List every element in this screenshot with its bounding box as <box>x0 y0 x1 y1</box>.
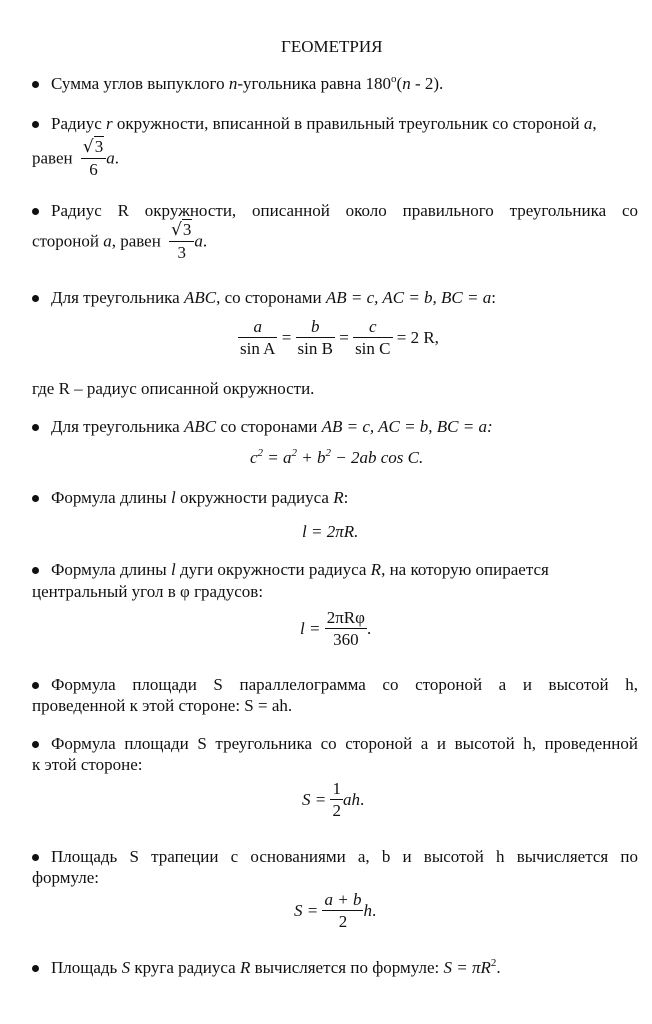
triangle-area-formula: S = $\frac{1}{2}$ ah. <box>302 779 365 820</box>
var-R: R <box>239 958 251 977</box>
fraction: $\frac{\text{2πRφ}}{360}$ <box>326 608 365 649</box>
bullet-icon <box>32 81 39 88</box>
trapezoid-line2: формуле: <box>32 868 100 887</box>
text: окружности радиуса <box>175 488 334 507</box>
text: . <box>114 148 119 168</box>
circumference-formula: l = 2πR. <box>302 522 359 541</box>
item-circumference <box>32 489 348 506</box>
text: дуги окружности радиуса <box>175 560 371 579</box>
var-S: S <box>121 958 131 977</box>
fraction: $\frac{√3}{6}$ <box>81 138 106 178</box>
text: . <box>496 958 501 977</box>
text: . <box>202 231 208 251</box>
item-law-of-sines <box>32 289 496 306</box>
text: : <box>491 288 496 307</box>
triangle-line2: к этой стороне: <box>32 755 143 774</box>
item-arc-length <box>32 561 549 578</box>
arc-length-formula: l = $\frac{\text{2πRφ}}{360}$ . <box>300 608 372 649</box>
item-law-of-cosines <box>32 418 493 435</box>
var-R: R <box>333 488 344 507</box>
item-trapezoid-area <box>32 848 638 865</box>
numerator: 3 <box>182 220 192 239</box>
text: Площадь S трапеции с основаниями a, b и высотой h вычисляется по <box>51 847 638 866</box>
text: Сумма углов выпуклого <box>51 74 229 93</box>
text: Формула площади S параллелограмма со стороной a и высотой h, <box>51 675 638 694</box>
page-title: ГЕОМЕТРИЯ <box>281 37 383 56</box>
item-circumscribed-radius <box>32 202 638 219</box>
text: Формула длины <box>51 488 171 507</box>
var-n: n <box>402 74 411 93</box>
var-n: n <box>228 74 238 93</box>
fraction: $\frac{a}{\text{sin A}}$ <box>240 317 276 358</box>
text: : <box>343 488 349 507</box>
var-r: r <box>106 114 113 133</box>
item-circle-area <box>32 959 501 976</box>
var-a: a <box>583 114 593 133</box>
text: равен <box>32 148 73 168</box>
bullet-icon <box>32 854 39 861</box>
text: , равен <box>111 231 161 251</box>
var-abc: ABC <box>183 288 217 307</box>
fraction: $\frac{c}{\text{sin C}}$ <box>355 317 391 358</box>
fraction: $\frac{a + b}{2}$ <box>324 890 362 931</box>
var-a: a <box>106 148 115 168</box>
text: со сторонами <box>216 417 322 436</box>
text: Формула длины <box>51 560 171 579</box>
var-a: a <box>194 231 203 251</box>
bullet-icon <box>32 965 39 972</box>
item-polygon-angles <box>32 75 443 92</box>
bullet-icon <box>32 121 39 128</box>
text: Для треугольника <box>51 417 184 436</box>
bullet-icon <box>32 424 39 431</box>
law-of-cosines-formula: $c^2 = a^2 + b^2 - 2ab$ cos C. <box>250 447 424 467</box>
text: , на которую опирается <box>381 560 549 579</box>
denominator: 6 <box>89 160 98 179</box>
text: Формула площади S треугольника со стороной a и высотой h, проведенной <box>51 734 638 753</box>
fraction: $\frac{b}{\text{sin B}}$ <box>297 317 333 358</box>
denominator: 3 <box>177 243 186 262</box>
degree-sup: o <box>391 73 397 85</box>
fraction: $\frac{√3}{3}$ <box>169 221 194 261</box>
sides-eq: AB = c, AC = b, BC = a <box>325 288 492 307</box>
bullet-icon <box>32 682 39 689</box>
text: вычисляется по формуле: <box>250 958 444 977</box>
item-circumscribed-radius-line2 <box>32 221 207 261</box>
var-R: R <box>370 560 382 579</box>
text: , со сторонами <box>216 288 326 307</box>
text: Радиус <box>51 114 107 133</box>
item-inscribed-radius <box>32 115 597 132</box>
bullet-icon <box>32 495 39 502</box>
bullet-icon <box>32 567 39 574</box>
text: Радиус R окружности, описанной около правильного треугольника со <box>51 201 638 220</box>
numerator: 3 <box>94 137 104 156</box>
item-triangle-area <box>32 735 638 752</box>
item-parallelogram-area <box>32 676 638 693</box>
law-of-sines-formula: $\frac{a}{\text{sin A}}$ = $\frac{b}{\text{sin B}}$ = $\frac{c}{\text{sin C}}$ = 2 R, <box>240 317 439 358</box>
var-l: l <box>170 560 176 579</box>
text: = 2 R, <box>396 328 439 347</box>
text: окружности, вписанной в правильный треугольник со стороной <box>112 114 584 133</box>
bullet-icon <box>32 295 39 302</box>
text: круга радиуса <box>130 958 240 977</box>
var-abc: ABC <box>183 417 217 436</box>
text: ( <box>396 74 403 93</box>
var-a: a <box>103 231 112 251</box>
bullet-icon <box>32 208 39 215</box>
circle-area-formula: S = πR <box>443 958 491 977</box>
trapezoid-area-formula: S = $\frac{a + b}{2}$ h. <box>294 890 377 931</box>
text: - 2). <box>410 74 444 93</box>
text: стороной <box>32 231 104 251</box>
text: , <box>592 114 597 133</box>
text: Площадь <box>51 958 122 977</box>
text: -угольника равна 180 <box>237 74 392 93</box>
arc-length-line2: центральный угол в φ градусов: <box>32 582 264 601</box>
sides-eq: AB = c, AC = b, BC = a: <box>321 417 493 436</box>
square-sup: 2 <box>490 957 497 969</box>
parallelogram-line2: проведенной к этой стороне: S = ah. <box>32 696 293 715</box>
var-l: l <box>170 488 176 507</box>
item-inscribed-radius-line2 <box>32 138 119 178</box>
fraction: $\frac{1}{2}$ <box>332 779 341 820</box>
law-of-sines-note: где R – радиус описанной окружности. <box>32 379 315 398</box>
text: Для треугольника <box>51 288 184 307</box>
bullet-icon <box>32 741 39 748</box>
